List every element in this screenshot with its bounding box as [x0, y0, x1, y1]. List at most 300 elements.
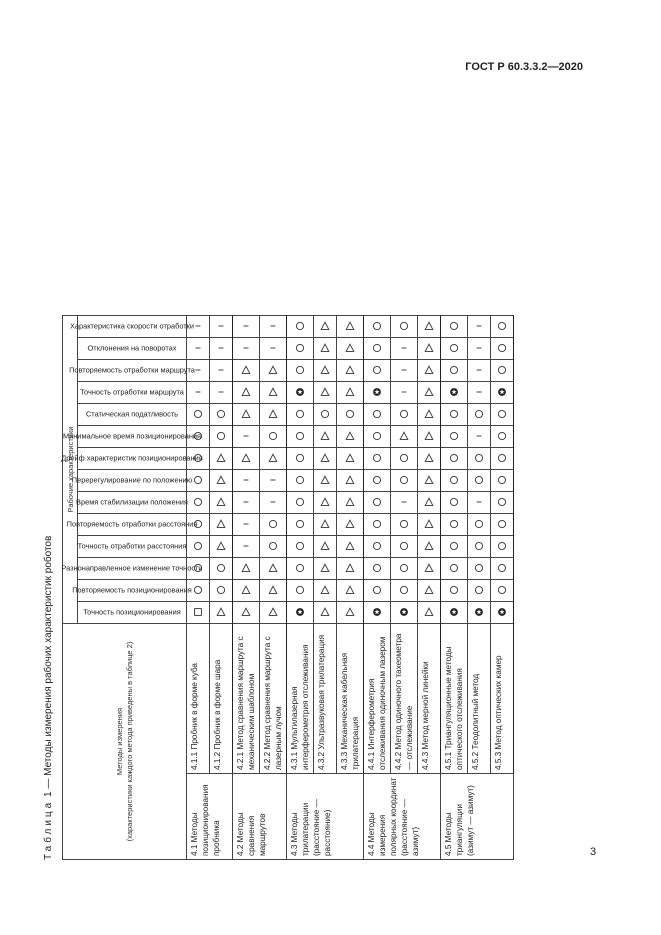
- rating-cell: [391, 338, 418, 360]
- column-header-label: Разнонаправленное изменение точности: [61, 564, 203, 573]
- star-icon: [295, 388, 305, 398]
- triangle-icon: [216, 498, 226, 508]
- triangle-icon: [320, 344, 330, 354]
- dash-icon: [268, 498, 278, 508]
- method-cell: 4.4.2 Метод одиночного тахеометра — отслеживание: [391, 624, 418, 774]
- method-cell: 4.2.2 Метод сравнения маршрута с лазерным лучом: [260, 624, 287, 774]
- column-header-label: Минимальное время позиционирования: [62, 432, 202, 441]
- rating-cell: [468, 580, 491, 602]
- method-cell: 4.5.2 Теодолитный метод: [468, 624, 491, 774]
- circle-icon: [295, 564, 305, 574]
- rating-cell: [418, 492, 441, 514]
- circle-icon: [372, 564, 382, 574]
- rating-cell: [468, 360, 491, 382]
- circle-icon: [193, 564, 203, 574]
- rating-cell: [364, 448, 391, 470]
- triangle-icon: [216, 542, 226, 552]
- rating-cell: [210, 470, 233, 492]
- circle-icon: [295, 410, 305, 420]
- rating-cell: [260, 448, 287, 470]
- rating-cell: [391, 536, 418, 558]
- triangle-icon: [268, 608, 278, 618]
- rating-cell: [233, 316, 260, 338]
- column-header-label: Перерегулирование по положению: [71, 476, 193, 485]
- rating-cell: [441, 492, 468, 514]
- method-cell: 4.1.2 Пробник в форме шара: [210, 624, 233, 774]
- dash-icon: [193, 366, 203, 376]
- column-header-label: Точность отработки маршрута: [80, 388, 184, 397]
- rating-cell: [287, 316, 314, 338]
- dash-icon: [399, 344, 409, 354]
- triangle-icon: [424, 498, 434, 508]
- column-header-label: Статическая податливость: [85, 410, 179, 419]
- circle-icon: [193, 476, 203, 486]
- rating-cell: [441, 360, 468, 382]
- rating-cell: [491, 536, 514, 558]
- circle-icon: [372, 498, 382, 508]
- rating-cell: [418, 536, 441, 558]
- rating-cell: [210, 602, 233, 624]
- rating-cell: [260, 426, 287, 448]
- triangle-icon: [320, 322, 330, 332]
- rating-cell: [391, 360, 418, 382]
- circle-icon: [497, 410, 507, 420]
- star-icon: [372, 388, 382, 398]
- rating-cell: [364, 338, 391, 360]
- rating-cell: [287, 558, 314, 580]
- method-cell: 4.3.1 Мультилазерная интерферометрия отслеживания: [287, 624, 314, 774]
- column-header-label: Характеристика скорости отработки: [69, 322, 195, 331]
- triangle-icon: [424, 586, 434, 596]
- rating-cell: [314, 448, 337, 470]
- rating-cell: [260, 558, 287, 580]
- circle-icon: [345, 410, 355, 420]
- rating-cell: [364, 558, 391, 580]
- dash-icon: [241, 520, 251, 530]
- circle-icon: [372, 432, 382, 442]
- column-header: [78, 338, 187, 360]
- dash-icon: [241, 322, 251, 332]
- rating-cell: [391, 602, 418, 624]
- rating-cell: [337, 536, 364, 558]
- circle-icon: [449, 344, 459, 354]
- method-cell: 4.3.3 Механическая кабельная трилатерация: [337, 624, 364, 774]
- rating-cell: [210, 426, 233, 448]
- star-icon: [295, 608, 305, 618]
- table-row: [287, 316, 314, 860]
- circle-icon: [399, 520, 409, 530]
- triangle-icon: [345, 366, 355, 376]
- circle-icon: [449, 366, 459, 376]
- rating-cell: [364, 382, 391, 404]
- dash-icon: [216, 322, 226, 332]
- triangle-icon: [268, 388, 278, 398]
- rating-cell: [391, 426, 418, 448]
- methods-header-title: Методы измерения: [114, 707, 124, 776]
- circle-icon: [497, 520, 507, 530]
- circle-icon: [372, 344, 382, 354]
- column-header: [78, 492, 187, 514]
- circle-icon: [497, 564, 507, 574]
- circle-icon: [372, 410, 382, 420]
- triangle-icon: [241, 388, 251, 398]
- triangle-icon: [241, 564, 251, 574]
- dash-icon: [216, 388, 226, 398]
- rating-cell: [287, 514, 314, 536]
- dash-icon: [241, 432, 251, 442]
- column-header: [69, 316, 195, 338]
- circle-icon: [399, 586, 409, 596]
- rating-cell: [260, 514, 287, 536]
- star-icon: [449, 388, 459, 398]
- rating-cell: [287, 448, 314, 470]
- table-row: [441, 316, 468, 860]
- method-cell: 4.3.2 Ультразвуковая трилатерация: [314, 624, 337, 774]
- dash-icon: [241, 498, 251, 508]
- circle-icon: [193, 410, 203, 420]
- method-group-cell: 4.1 Методы позиционирования пробника: [187, 774, 233, 860]
- triangle-icon: [424, 608, 434, 618]
- rating-cell: [314, 470, 337, 492]
- rating-cell: [418, 514, 441, 536]
- rating-cell: [187, 382, 210, 404]
- rating-cell: [337, 338, 364, 360]
- circle-icon: [474, 520, 484, 530]
- triangle-icon: [424, 388, 434, 398]
- circle-icon: [497, 542, 507, 552]
- triangle-icon: [241, 410, 251, 420]
- rating-cell: [260, 470, 287, 492]
- rating-cell: [233, 558, 260, 580]
- circle-icon: [193, 498, 203, 508]
- rating-cell: [233, 426, 260, 448]
- circle-icon: [372, 476, 382, 486]
- circle-icon: [497, 454, 507, 464]
- rating-cell: [364, 404, 391, 426]
- triangle-icon: [424, 410, 434, 420]
- column-header-label: Время стабилизации положения: [76, 498, 188, 507]
- triangle-icon: [320, 564, 330, 574]
- method-cell: 4.5.3 Метод оптических камер: [491, 624, 514, 774]
- circle-icon: [497, 344, 507, 354]
- rating-cell: [210, 404, 233, 426]
- circle-icon: [268, 432, 278, 442]
- rating-cell: [314, 316, 337, 338]
- circle-icon: [474, 454, 484, 464]
- table-row: [233, 316, 260, 860]
- circle-icon: [295, 542, 305, 552]
- rating-cell: [364, 580, 391, 602]
- rating-cell: [391, 514, 418, 536]
- rating-cell: [364, 470, 391, 492]
- rating-cell: [391, 382, 418, 404]
- rating-cell: [314, 338, 337, 360]
- rating-cell: [468, 514, 491, 536]
- rating-cell: [491, 580, 514, 602]
- circle-icon: [193, 542, 203, 552]
- circle-icon: [497, 322, 507, 332]
- column-header: [71, 470, 193, 492]
- triangle-icon: [241, 608, 251, 618]
- rating-cell: [337, 382, 364, 404]
- rating-cell: [441, 382, 468, 404]
- triangle-icon: [216, 520, 226, 530]
- method-cell: 4.4.3 Метод мерной линейки: [418, 624, 441, 774]
- triangle-icon: [268, 366, 278, 376]
- rating-cell: [491, 426, 514, 448]
- rating-cell: [210, 580, 233, 602]
- circle-icon: [399, 476, 409, 486]
- dash-icon: [193, 344, 203, 354]
- triangle-icon: [345, 586, 355, 596]
- triangle-icon: [345, 454, 355, 464]
- table-caption: [38, 90, 60, 860]
- circle-icon: [216, 432, 226, 442]
- circle-icon: [474, 564, 484, 574]
- dash-icon: [474, 322, 484, 332]
- rating-cell: [364, 514, 391, 536]
- dash-icon: [193, 322, 203, 332]
- triangle-icon: [345, 476, 355, 486]
- rating-cell: [418, 580, 441, 602]
- rating-cell: [337, 470, 364, 492]
- rating-cell: [314, 602, 337, 624]
- rating-cell: [233, 338, 260, 360]
- rating-cell: [364, 602, 391, 624]
- dash-icon: [241, 344, 251, 354]
- rating-cell: [364, 492, 391, 514]
- rating-cell: [314, 580, 337, 602]
- circle-icon: [449, 410, 459, 420]
- triangle-icon: [399, 432, 409, 442]
- rating-cell: [418, 426, 441, 448]
- triangle-icon: [345, 388, 355, 398]
- rating-cell: [468, 338, 491, 360]
- rating-cell: [260, 602, 287, 624]
- circle-icon: [449, 520, 459, 530]
- rating-cell: [233, 602, 260, 624]
- triangle-icon: [320, 498, 330, 508]
- triangle-icon: [345, 520, 355, 530]
- rating-cell: [491, 602, 514, 624]
- triangle-icon: [241, 586, 251, 596]
- rating-cell: [287, 536, 314, 558]
- rating-cell: [441, 580, 468, 602]
- triangle-icon: [345, 432, 355, 442]
- triangle-icon: [268, 586, 278, 596]
- rating-cell: [337, 426, 364, 448]
- dash-icon: [193, 388, 203, 398]
- rating-cell: [491, 338, 514, 360]
- rating-cell: [233, 492, 260, 514]
- dash-icon: [399, 366, 409, 376]
- dash-icon: [474, 432, 484, 442]
- column-header-label: Повторяемость отработки расстояния: [66, 520, 198, 529]
- rating-cell: [187, 492, 210, 514]
- rating-cell: [260, 404, 287, 426]
- rating-cell: [210, 316, 233, 338]
- dash-icon: [216, 366, 226, 376]
- rating-cell: [418, 602, 441, 624]
- circle-icon: [372, 542, 382, 552]
- star-icon: [497, 608, 507, 618]
- column-header-label: Дрейф характеристик позиционирования: [61, 454, 203, 463]
- triangle-icon: [424, 476, 434, 486]
- triangle-icon: [320, 388, 330, 398]
- square-icon: [193, 608, 203, 618]
- circle-icon: [216, 586, 226, 596]
- circle-icon: [295, 498, 305, 508]
- rating-cell: [233, 470, 260, 492]
- rating-cell: [233, 404, 260, 426]
- rating-cell: [314, 558, 337, 580]
- rating-cell: [468, 558, 491, 580]
- rating-cell: [418, 316, 441, 338]
- circle-icon: [295, 432, 305, 442]
- rating-cell: [441, 316, 468, 338]
- rating-cell: [260, 338, 287, 360]
- method-cell: 4.5.1 Триангуляционные методы оптического отслеживания: [441, 624, 468, 774]
- rating-cell: [491, 470, 514, 492]
- rating-cell: [441, 404, 468, 426]
- star-icon: [474, 608, 484, 618]
- column-header-label: Отклонения на поворотах: [87, 344, 177, 353]
- rating-cell: [287, 580, 314, 602]
- rating-cell: [418, 470, 441, 492]
- rating-cell: [468, 316, 491, 338]
- rating-cell: [391, 316, 418, 338]
- rating-cell: [364, 360, 391, 382]
- triangle-icon: [345, 322, 355, 332]
- circle-icon: [399, 454, 409, 464]
- rating-cell: [468, 448, 491, 470]
- column-header: [78, 404, 187, 426]
- rating-cell: [287, 360, 314, 382]
- dash-icon: [216, 344, 226, 354]
- rating-cell: [418, 338, 441, 360]
- circle-icon: [295, 476, 305, 486]
- triangle-icon: [320, 608, 330, 618]
- rating-cell: [314, 492, 337, 514]
- rating-cell: [468, 492, 491, 514]
- triangle-icon: [424, 520, 434, 530]
- column-header: [78, 602, 187, 624]
- circle-icon: [295, 344, 305, 354]
- circle-icon: [449, 454, 459, 464]
- rating-cell: [233, 448, 260, 470]
- methods-header: [63, 624, 187, 860]
- rating-cell: [314, 514, 337, 536]
- rating-cell: [260, 580, 287, 602]
- column-header: [78, 536, 187, 558]
- column-header-label: Точность позиционирования: [83, 608, 181, 617]
- rating-cell: [391, 492, 418, 514]
- star-icon: [399, 608, 409, 618]
- triangle-icon: [424, 454, 434, 464]
- circle-icon: [474, 586, 484, 596]
- triangle-icon: [345, 344, 355, 354]
- method-cell: 4.2.1 Метод сравнения маршрута с механическим шаблоном: [233, 624, 260, 774]
- circle-icon: [295, 586, 305, 596]
- circle-icon: [372, 366, 382, 376]
- rating-cell: [441, 338, 468, 360]
- rating-cell: [418, 382, 441, 404]
- rating-cell: [468, 470, 491, 492]
- rating-cell: [491, 558, 514, 580]
- dash-icon: [241, 476, 251, 486]
- triangle-icon: [268, 410, 278, 420]
- column-header: [69, 360, 195, 382]
- rating-cell: [491, 448, 514, 470]
- triangle-icon: [268, 564, 278, 574]
- rating-cell: [337, 448, 364, 470]
- star-icon: [372, 608, 382, 618]
- rating-cell: [210, 492, 233, 514]
- characteristics-header: Рабочие характеристики: [63, 316, 78, 624]
- rating-cell: [314, 536, 337, 558]
- triangle-icon: [320, 366, 330, 376]
- dash-icon: [241, 542, 251, 552]
- rating-cell: [287, 492, 314, 514]
- triangle-icon: [320, 586, 330, 596]
- circle-icon: [399, 542, 409, 552]
- circle-icon: [474, 410, 484, 420]
- rating-cell: [441, 558, 468, 580]
- column-header-label: Точность отработки расстояния: [77, 542, 187, 551]
- column-header-label: Повторяемость позиционирования: [72, 586, 192, 595]
- rating-cell: [233, 360, 260, 382]
- methods-header-subtitle: (характеристики каждого метода приведены в таблице 2): [124, 641, 134, 842]
- circle-icon: [449, 322, 459, 332]
- rating-cell: [364, 536, 391, 558]
- rating-cell: [468, 382, 491, 404]
- document-code: ГОСТ Р 60.3.3.2—2020: [465, 61, 583, 73]
- triangle-icon: [424, 542, 434, 552]
- column-header: [78, 382, 187, 404]
- circle-icon: [372, 586, 382, 596]
- rating-cell: [314, 404, 337, 426]
- rating-cell: [314, 382, 337, 404]
- circle-icon: [497, 498, 507, 508]
- rating-cell: [260, 316, 287, 338]
- rating-cell: [468, 602, 491, 624]
- circle-icon: [193, 432, 203, 442]
- circle-icon: [497, 366, 507, 376]
- rating-cell: [260, 360, 287, 382]
- rating-cell: [260, 536, 287, 558]
- column-header: [61, 558, 203, 580]
- rating-cell: [287, 426, 314, 448]
- triangle-icon: [424, 322, 434, 332]
- rating-cell: [260, 492, 287, 514]
- circle-icon: [372, 520, 382, 530]
- circle-icon: [449, 476, 459, 486]
- methods-table: [62, 315, 514, 860]
- triangle-icon: [216, 608, 226, 618]
- rating-cell: [491, 382, 514, 404]
- triangle-icon: [424, 432, 434, 442]
- rating-cell: [210, 360, 233, 382]
- rating-cell: [468, 536, 491, 558]
- star-icon: [449, 608, 459, 618]
- column-header: [62, 426, 202, 448]
- rating-cell: [441, 602, 468, 624]
- method-cell: 4.4.1 Интерферометрия отслеживания одиночным лазером: [364, 624, 391, 774]
- rating-cell: [314, 426, 337, 448]
- rating-cell: [287, 404, 314, 426]
- rating-cell: [418, 558, 441, 580]
- triangle-icon: [320, 542, 330, 552]
